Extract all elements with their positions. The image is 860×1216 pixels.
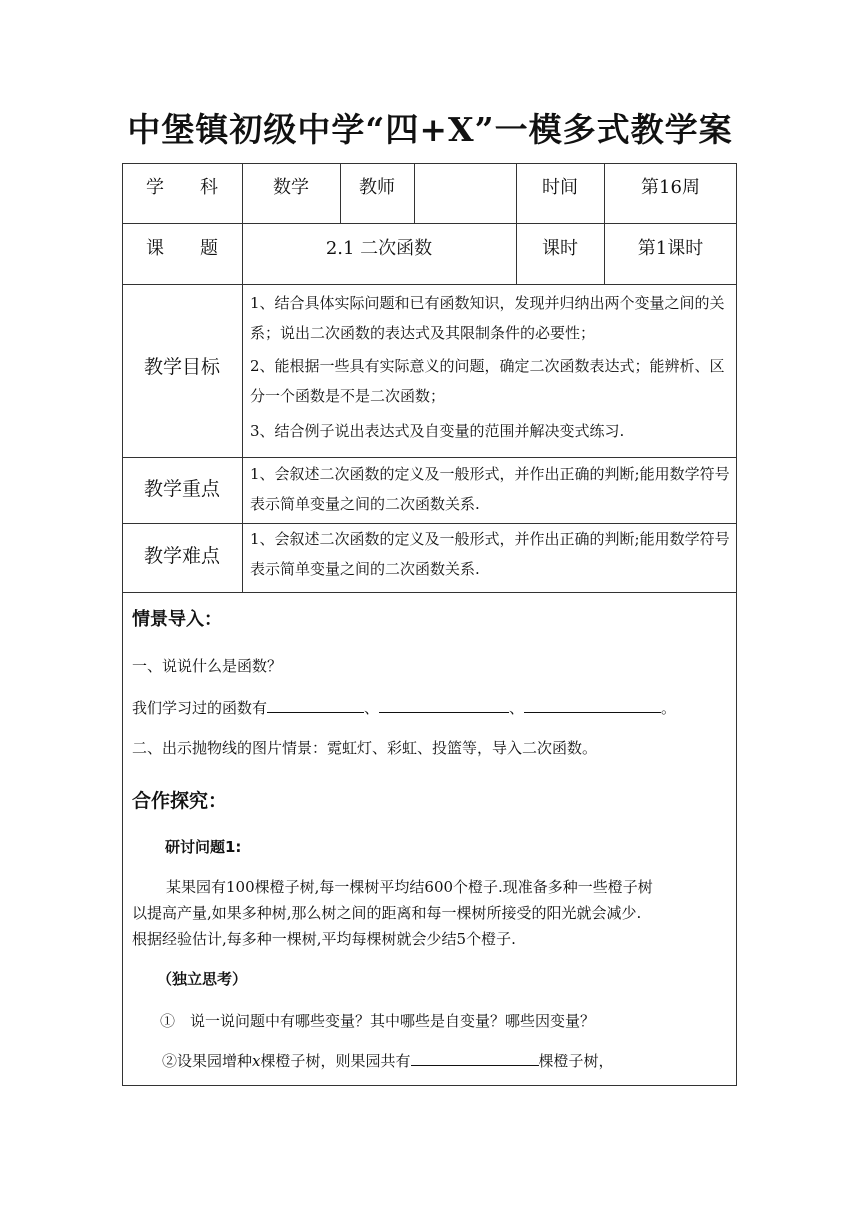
problem-line: 根据经验估计,每多种一棵树,平均每棵树就会少结5个橙子. <box>132 930 516 948</box>
intro-question-3: 二、出示抛物线的图片情景：霓虹灯、彩虹、投篮等，导入二次函数。 <box>132 739 598 757</box>
separator: 、 <box>509 699 525 717</box>
difficulties-label: 教学难点 <box>143 545 220 567</box>
topic-value: 2.1 二次函数 <box>325 238 433 259</box>
subject-label: 学 科 <box>146 177 218 198</box>
period-label: 课时 <box>542 238 578 259</box>
intro-question-1: 一、说说什么是函数？ <box>132 657 283 675</box>
intro-q2-prefix: 我们学习过的函数有 <box>132 699 268 717</box>
problem-line: 以提高产量,如果多种树,那么树之间的距离和每一棵树所接受的阳光就会减少. <box>132 904 642 922</box>
answer-blank[interactable] <box>379 698 509 713</box>
answer-blank[interactable] <box>267 698 364 713</box>
row-divider <box>122 223 737 224</box>
goal-item: 2、能根据一些具有实际意义的问题，确定二次函数表达式；能辨析、区分一个函数是不是二次函数； <box>250 357 725 405</box>
q2-prefix: ②设果园增种 <box>162 1052 253 1070</box>
period-value: 第1课时 <box>637 238 704 259</box>
row-divider <box>122 284 737 285</box>
col-divider <box>414 163 415 223</box>
explore-question-1: ① 说一说问题中有哪些变量？其中哪些是自变量？哪些因变量？ <box>160 1012 596 1030</box>
think-label: （独立思考） <box>157 970 248 988</box>
goal-item: 3、结合例子说出表达式及自变量的范围并解决变式练习. <box>250 422 625 440</box>
teacher-label: 教师 <box>359 177 395 198</box>
time-label: 时间 <box>542 177 578 198</box>
separator: 、 <box>364 699 380 717</box>
subject-value: 数学 <box>273 177 309 198</box>
problem-line: 某果园有100棵橙子树,每一棵树平均结600个橙子.现准备多种一些橙子树 <box>166 878 653 896</box>
goal-item: 1、结合具体实际问题和已有函数知识，发现并归纳出两个变量之间的关系；说出二次函数的表达式及其限制条件的必要性； <box>250 294 725 342</box>
row-divider <box>122 592 737 593</box>
row-divider <box>122 457 737 458</box>
difficulties-text: 1、会叙述二次函数的定义及一般形式，并作出正确的判断;能用数学符号表示简单变量之间的二次函数关系. <box>250 530 730 578</box>
intro-question-2 <box>132 697 676 718</box>
answer-blank[interactable] <box>524 698 661 713</box>
variable-x: x <box>252 1052 261 1070</box>
time-value: 第16周 <box>641 177 700 198</box>
problem-title: 研讨问题1: <box>165 838 242 856</box>
explore-heading: 合作探究： <box>132 790 228 812</box>
intro-heading: 情景导入： <box>132 609 222 630</box>
sentence-end: 。 <box>661 699 677 717</box>
q2-suffix: 棵橙子树， <box>538 1052 614 1070</box>
page-title: 中堡镇初级中学“四+X”一模多式教学案 <box>127 110 733 149</box>
key-points-text: 1、会叙述二次函数的定义及一般形式，并作出正确的判断;能用数学符号表示简单变量之间的二次函数关系. <box>250 465 730 513</box>
topic-label: 课 题 <box>146 238 218 259</box>
key-points-label: 教学重点 <box>143 478 220 500</box>
q2-mid: 棵橙子树，则果园共有 <box>260 1052 411 1070</box>
col-divider <box>242 163 243 592</box>
goals-label: 教学目标 <box>143 356 220 378</box>
answer-blank[interactable] <box>411 1051 539 1066</box>
explore-question-2 <box>162 1050 614 1071</box>
